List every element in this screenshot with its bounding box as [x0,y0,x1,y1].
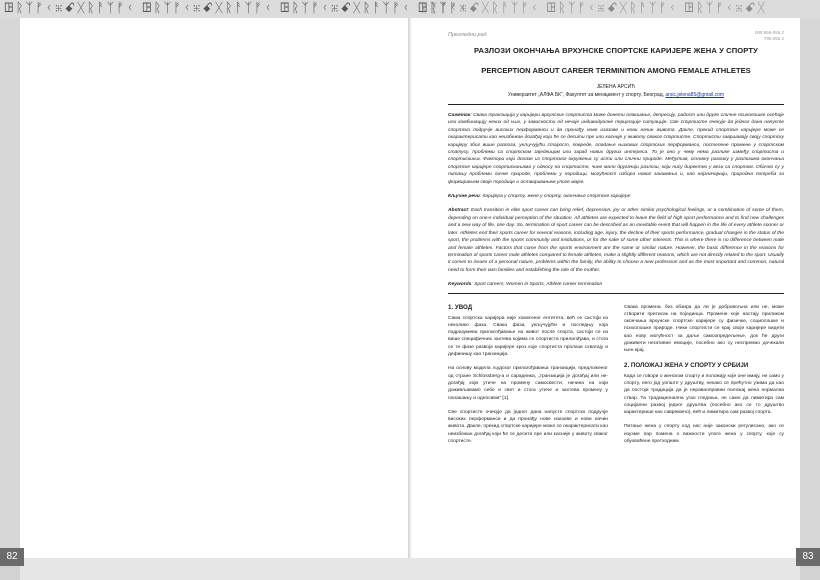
page-gutter [408,18,412,558]
section-heading-intro: 1. УВОД [448,303,473,311]
section-label: Прегледни рад [448,32,487,38]
abstract-serbian [448,112,784,186]
author-email-link[interactable]: arsic.jelena85@gmail.com [665,92,725,98]
author-name: ЈЕЛЕНА АРСИЋ [596,84,636,90]
keywords-serbian-text: : Каријера у спорту, жене у спорту, окончање спортске каријере [479,194,631,200]
abstract-serbian-label: Сажетак [448,113,471,118]
body-paragraph: Питање жена у спорту код нас није законски регулисано, ако се изузме пар помена о важности улоге жена у спорту, које су обухваћене претходним [624,424,784,444]
decorative-band [0,0,820,18]
footer-band-inner [20,558,800,580]
abstract-english-text: : Each transition in elite sport career can bring relief, depression, joy or other similar psychological feelings, or a combination of some of them, depending on one›s individual perception of the situation. All athletes are expected to leave the field of high sport performance and to find new challenges and a new way of life, one day. So, termination of sport career can be described as an inevitable event that will happen in the life of every athlete sooner or later. Athletes end their sports career for several reasons, including age, injury, the decline of their sports performance, gradual changes in the status of the sport, the problems with the sports community and institutions, or for the sake of some other interests. This is where there is no difference between male and female athletes. Factors that come from the sports environment are the same or similar nature. However, the basic difference in the reasons for termination of sports career male athletes compared to female athletes, make a slightly different reasons, which are not directly related to the sport. Usually it comes to issues of a personal nature, problems within the family, the ability to choose a new profession and as the most important and common, natural need to form their own families and establishing the role of the mother. [448,208,784,273]
left-page [20,18,410,558]
body-paragraph: Све спортисте очекује да једног дана напусте спортско подручје високих перформанси и да пронађу нове изазове и нови начин живота. Дакле, прекид спортске каријере може се окарактерисати као неизбежан догађај који ће се десити пре или касније у животу сваког спортисте. [448,409,608,444]
affiliation-text: Универзитет „АЛФА БК“, Факултет за менаџмент у спорту, Београд, [507,92,664,98]
ornament-pattern-right: ᚱᛉᚠᚲ⁜ꗃᚷᚱᚨᛉᚠᚲ ꖸᚱᛉᚠᚲ⁜ꗃᚷᚱᚨᛉᚠᚲ ꖸᚱᛉᚠᚲ⁜ꗃᚷ [420,1,768,16]
abstract-english-label: Abstract [448,208,468,214]
title-english: PERCEPTION ABOUT CAREER TERMINITION AMONG FEMALE ATHLETES [481,66,751,75]
udc-code-1: 005.966-055.2 [754,30,784,35]
body-paragraph: Свака промена, без обзира да ли је добровољна или не, може створити притисак на појединца. Промене које настају приликом окончања врхунске спортске каријере су физичке, социолошке и психолошке природе. Неки спортисти се крај своје каријере видети као нову могућност за даље самоопредељење, док ће други доживети негативне емоције, посебно ако су неспремно дочекали њен крај. [624,304,784,354]
keywords-english-label: Keywords [448,282,472,288]
right-margin [800,18,820,580]
page-number-right: 83 [796,548,820,566]
body-paragraph: Сама спортска каријера није хомогеног ентитета, већ се састоји из неколико фаза. Свака фаза, укључујући и последњу која подразумева прилагођавање на живот после спорта, састоји се из више специфичних захтева којима се спортиста прилагођава, и стога се те фазе развоја каријере кроз које спортиста пролази схватају и дефинишу као транзиција. [448,315,608,358]
title-serbian: РАЗЛОЗИ ОКОНЧАЊА ВРХУНСКЕ СПОРТСКЕ КАРИЈЕРЕ ЖЕНА У СПОРТУ [474,46,758,55]
section-heading-women: 2. ПОЛОЖАЈ ЖЕНА У СПОРТУ У СРБИЈИ [624,361,749,369]
abstract-rule [448,293,784,294]
body-columns [448,304,784,453]
left-margin [0,18,20,580]
article-content [448,30,784,452]
page-number-left: 82 [0,548,24,566]
author-affiliation [448,92,784,98]
udc-codes [755,30,784,41]
ornament-pattern-left: ꖸᚱᛉᚠᚲ⁜ꗃᚷᚱᚨᛉᚠᚲ ꖸᚱᛉᚠᚲ⁜ꗃᚷᚱᚨᛉᚠᚲ ꖸᚱᛉᚠᚲ⁜ꗃᚷᚱᚨᛉᚠᚲ ꖸᚱᛉᚠᚲ [4,1,469,16]
body-column-left [448,304,608,453]
abstract-english [448,207,784,274]
body-column-right [624,304,784,453]
keywords-english-text: : Sport careers, Women in Sports, Athlete career termination [471,282,603,288]
udc-code-2: 796.055.2 [763,35,784,41]
abstract-serbian-text: : Свака транзиција у каријери врхунских спортиста може донети олакшање, депресију, радост или друге сличне психолошке осећаје или комбинацију неких од њих, у зависности од нечије индивидуалне перцепције ситуације. Све спортисте очекује да једног дана напусте спортско подручје високих перформанси и да пронађу нове изазове и нови начин живота. Дакле, прекид спортске каријере може се окарактерисати као неизбежан догађај који ће се десити пре или касније у животу сваког спортисте. Спортисти завршавају своју спортску каријеру због више разлога, укључујући старост, повреде, опадање њихових спортских перформанси, постепене промене у спортском статусу, проблеми са спортском заједницом или зарад нових других интереса. То је оно у чему нема разлике између спортиста и спортискиња. Фактори који долазе из спортског окружења су исти или слични природе. Међутим, основну разлику у разлозима окончања спортске каријере спортискињама у односу на спортисте, чине мало другачији разлози, који нису директно у вези са спортом. Обично су у питању проблеми личне природе, проблеми у породици, могућност избора новог занимања и, као најзначајнији, природна потреба за формирањем своје породице и остваривањем улоге мајке. [448,113,784,185]
keywords-serbian-label: Кључне речи [448,194,480,200]
body-paragraph: На основу модела људског прилагођавања транзицији, предложеног од стране Schlossberg-а и сарадника, „транзиција је догађај или не-догађај који утиче на промену самосвести, начина на који доживљавамо себе и свет и стога утиче и захтева промену у понашању и односима“ [1]. [448,366,608,401]
keywords-english [448,281,784,288]
keywords-serbian [448,193,784,200]
body-paragraph: Када се говори о женском спорту и положају које оне имају, не само у спорту, него јод уопште у друштву, некако се прећутно узима да као да постоји традиција да је неравноправни положај жена нормална ствар. Та традиционална угао гледања, не само да лимитира сам социјални развој једног друштва (посебно ако се то друштво карактерише као савремено), већ и лимитира сам развој спорта. [624,373,784,416]
header-rule [448,104,784,105]
article-header [448,30,784,44]
